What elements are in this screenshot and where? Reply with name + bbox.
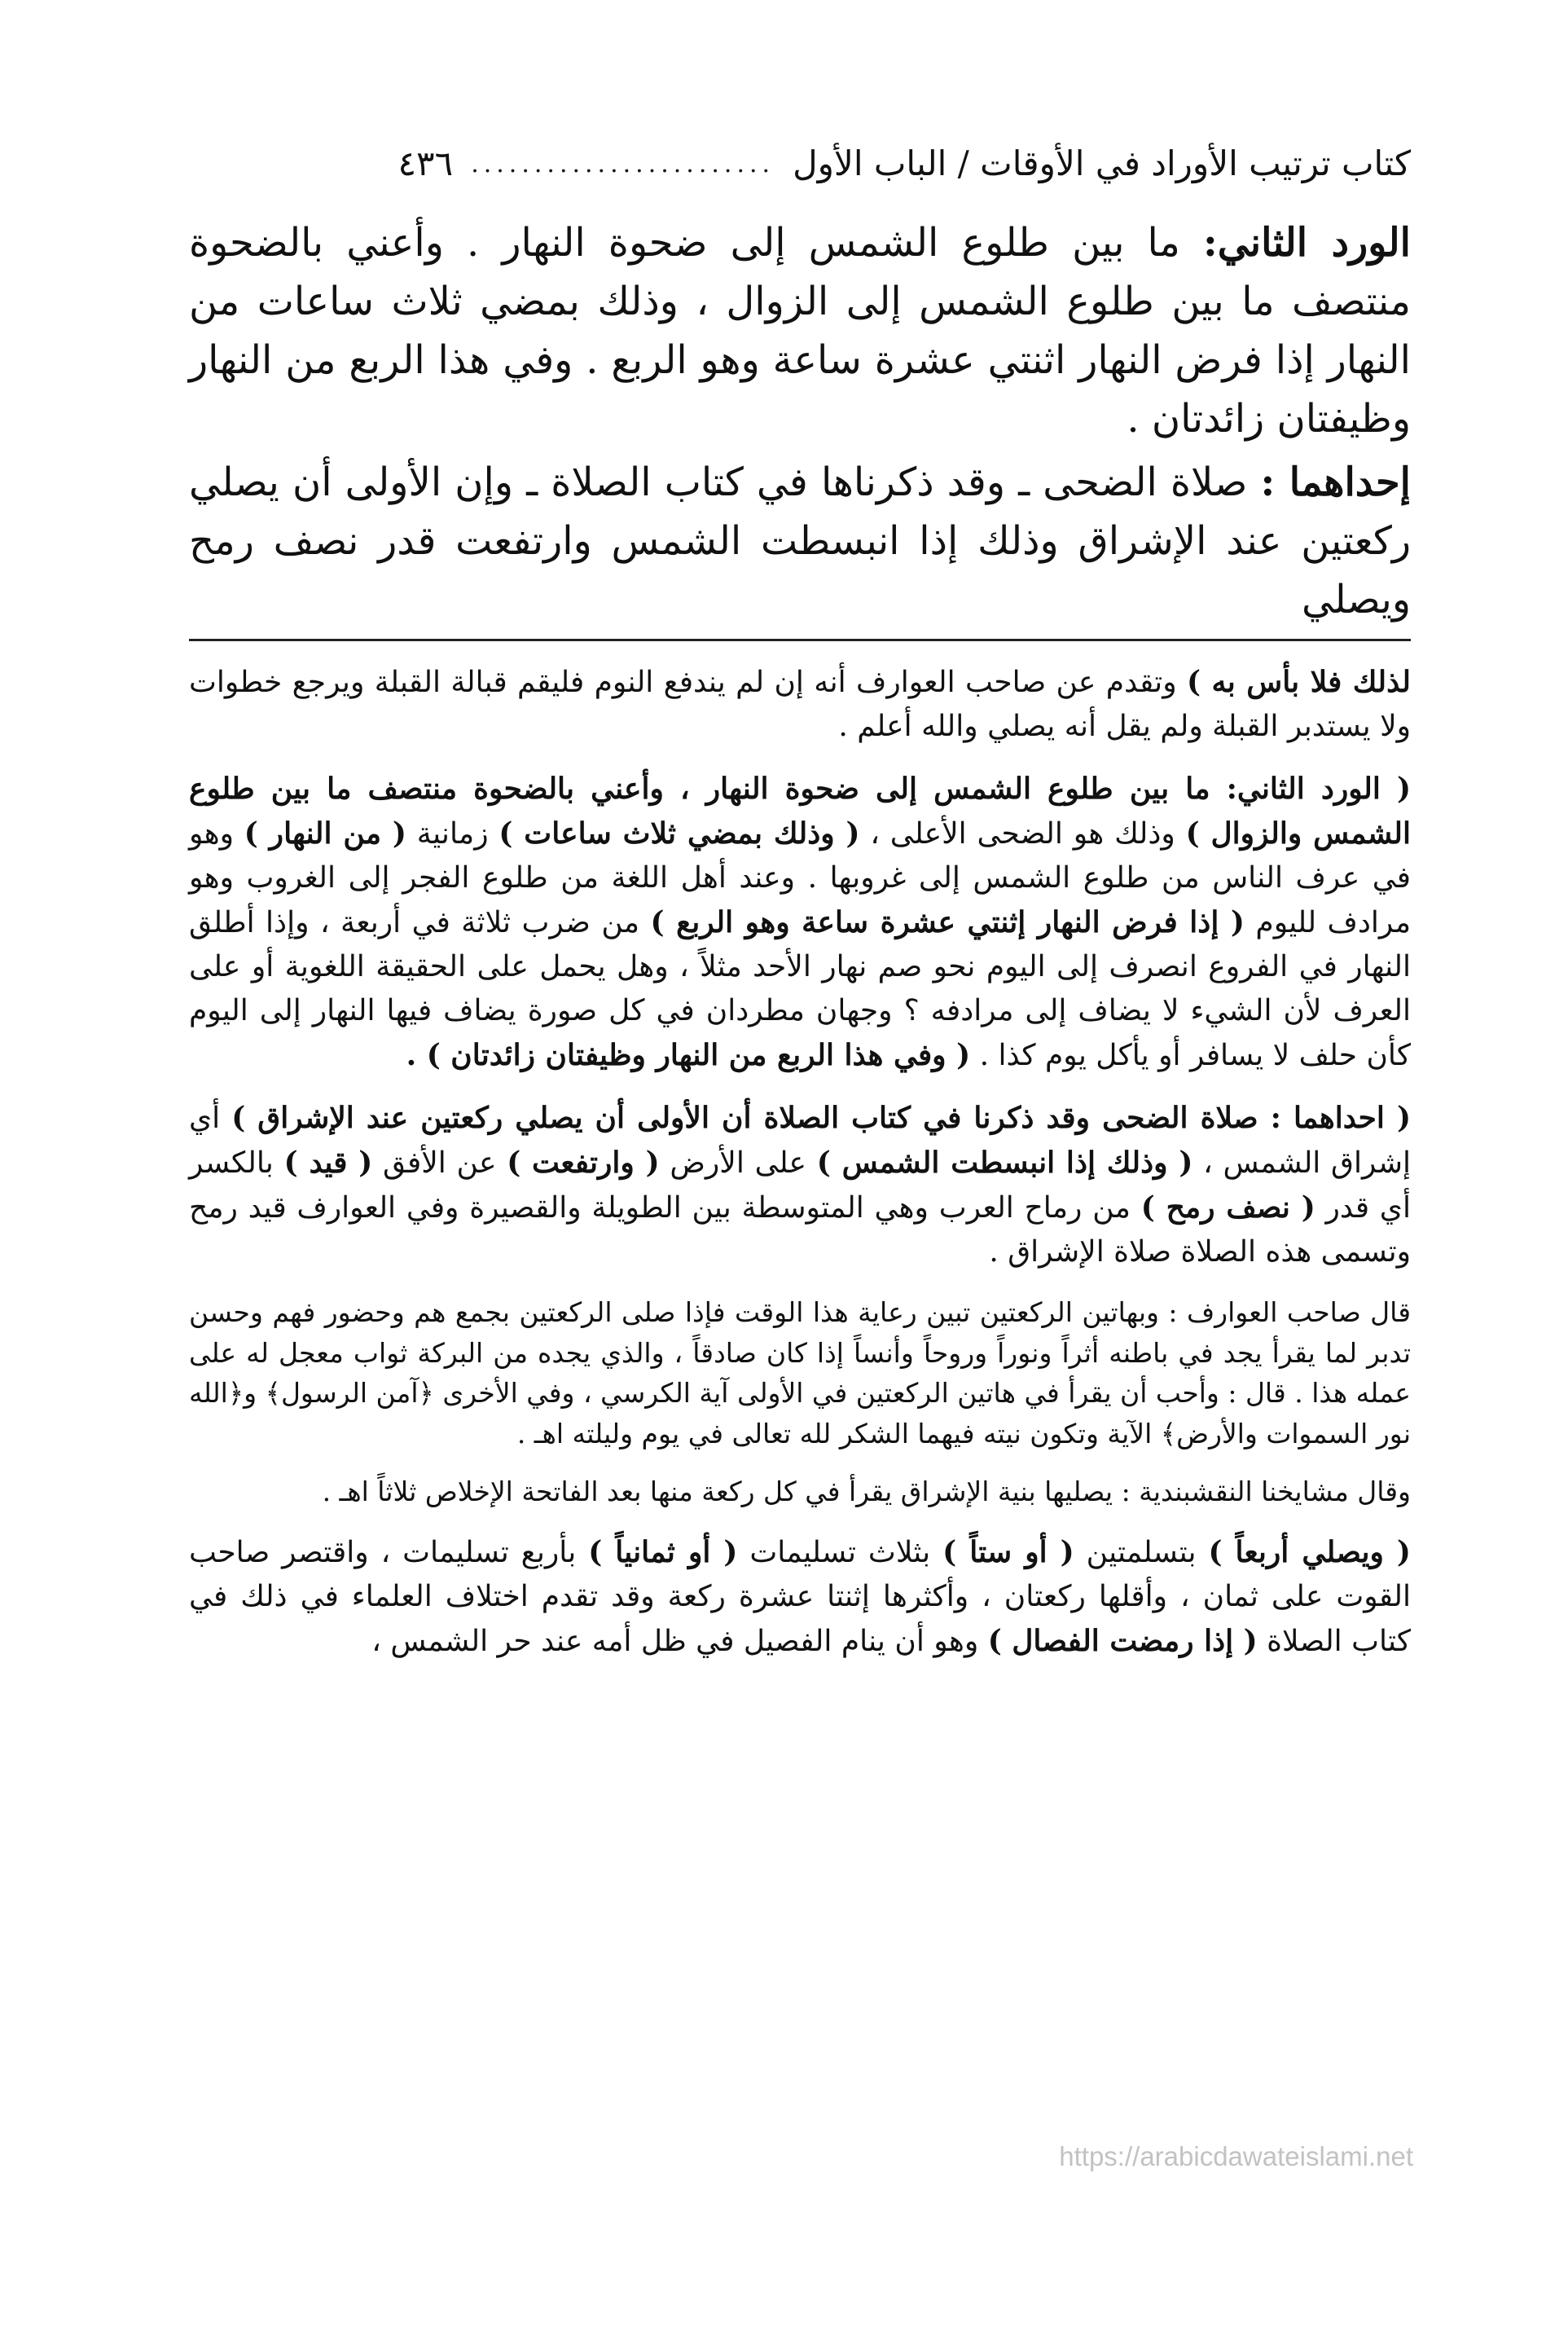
- quoted-phrase: ( وفي هذا الربع من النهار وظيفتان زائدتان ) .: [406, 1038, 971, 1072]
- quoted-phrase: ( إذا رمضت الفصال ): [987, 1623, 1258, 1658]
- commentary-text: وهو أن ينام الفصيل في ظل أمه عند حر الشمس ،: [371, 1624, 979, 1658]
- commentary: [189, 660, 1411, 1682]
- commentary-paragraph: [189, 1096, 1411, 1274]
- commentary-paragraph: [189, 1530, 1411, 1664]
- commentary-text: من ضرب ثلاثة في أربعة ، وإذا أطلق النهار في الفروع انصرف إلى اليوم نحو صم نهار الأحد مثلاً ، وهل يحمل على الحقيقة اللغوية أو على العرف لأن الشيء لا يضاف إلى مرادفه ؟ وجهان مطردان في كل صورة يضاف فيها النهار إلى اليوم كأن حلف لا يسافر أو يأكل يوم كذا .: [189, 906, 1411, 1072]
- quoted-phrase: لذلك فلا بأس به ): [1186, 665, 1411, 699]
- header-title: كتاب ترتيب الأوراد في الأوقات / الباب الأول: [793, 143, 1411, 183]
- commentary-paragraph: [189, 660, 1411, 749]
- commentary-text: بتسلمتين: [1086, 1535, 1197, 1569]
- main-paragraph: [189, 453, 1411, 629]
- commentary-text: عن الأفق: [383, 1146, 497, 1180]
- paragraph-text: صلاة الضحى ـ وقد ذكرناها في كتاب الصلاة ـ وإن الأولى أن يصلي ركعتين عند الإشراق وذلك إذا انبسطت الشمس وارتفعت قدر نصف رمح ويصلي: [189, 460, 1411, 622]
- quoted-phrase: ( أو ثمانياً ): [588, 1534, 738, 1569]
- commentary-text: أي إشراق الشمس ،: [189, 1102, 1412, 1180]
- commentary-text: بثلاث تسليمات: [749, 1535, 931, 1569]
- commentary-text: وهو في عرف الناس من طلوع الشمس إلى غروبها . وعند أهل اللغة من طلوع الفجر إلى الغروب وهو مرادف لليوم: [189, 817, 1412, 939]
- quoted-phrase: ( وذلك إذا انبسطت الشمس ): [816, 1146, 1193, 1180]
- commentary-text: بالكسر أي قدر: [189, 1146, 1411, 1225]
- main-paragraph: [189, 213, 1411, 448]
- watermark-url: https://arabicdawateislami.net: [1059, 2141, 1413, 2171]
- quoted-phrase: ( أو ستاً ): [942, 1534, 1074, 1569]
- quoted-phrase: ( ويصلي أربعاً ): [1208, 1534, 1411, 1569]
- commentary-paragraph: [189, 767, 1411, 1078]
- quoted-phrase: ( من النهار ): [244, 816, 406, 851]
- divider-rule: [189, 639, 1411, 641]
- commentary-text: من رماح العرب وهي المتوسطة بين الطويلة والقصيرة وفي العوارف قيد رمح وتسمى هذه الصلاة صلاة الإشراق .: [189, 1191, 1411, 1269]
- term-heading: إحداهما :: [1260, 460, 1412, 505]
- commentary-text: وذلك هو الضحى الأعلى ،: [870, 817, 1175, 851]
- main-text: [189, 213, 1411, 634]
- term-heading: الورد الثاني:: [1202, 220, 1411, 266]
- header-dots: ........................: [471, 150, 775, 178]
- quoted-phrase: ( وذلك بمضي ثلاث ساعات ): [499, 816, 860, 851]
- quoted-phrase: ( إذا فرض النهار إثنتي عشرة ساعة وهو الربع ): [650, 905, 1245, 939]
- commentary-text: بأربع تسليمات ، واقتصر صاحب القوت على ثمان ، وأقلها ركعتان ، وأكثرها إثنتا عشرة ركعة وقد تقدم اختلاف العلماء في ذلك في كتاب الصلاة: [189, 1535, 1411, 1658]
- running-header: [189, 134, 1411, 183]
- quoted-phrase: ( قيد ): [283, 1146, 373, 1180]
- page-number: ٤٣٦: [397, 143, 454, 183]
- quoted-phrase: ( احداهما : صلاة الضحى وقد ذكرنا في كتاب الصلاة أن الأولى أن يصلي ركعتين عند الإشراق ): [231, 1101, 1411, 1135]
- commentary-paragraph: قال صاحب العوارف : وبهاتين الركعتين تبين رعاية هذا الوقت فإذا صلى الركعتين بجمع هم وحضور فهم وحسن تدبر لما يقرأ يجد في باطنه أثراً ونوراً وروحاً وأنساً إذا كان صادقاً ، والذي يجده من البركة ثواب معجل له على عمله هذا . قال : وأحب أن يقرأ في هاتين الركعتين في الأولى آية الكرسي ، وفي الأخرى ﴿آمن الرسول﴾ و﴿الله نور السموات والأرض﴾ الآية وتكون نيته فيهما الشكر لله تعالى في يوم وليلته اهـ .: [189, 1296, 1411, 1449]
- commentary-text: وتقدم عن صاحب العوارف أنه إن لم يندفع النوم فليقم قبالة القبلة ويرجع خطوات ولا يستدبر القبلة ولم يقل أنه يصلي والله أعلم .: [189, 666, 1411, 743]
- quoted-phrase: ( وارتفعت ): [507, 1146, 660, 1180]
- commentary-paragraph: وقال مشايخنا النقشبندية : يصليها بنية الإشراق يقرأ في كل ركعة منها بعد الفاتحة الإخلاص ثلاثاً اهـ .: [322, 1476, 1411, 1507]
- commentary-text: زمانية: [416, 817, 489, 851]
- quoted-phrase: ( نصف رمح ): [1140, 1190, 1315, 1225]
- quoted-phrase: ( الورد الثاني: ما بين طلوع الشمس إلى ضحوة النهار ، وأعني بالضحوة منتصف ما بين طلوع الشمس والزوال ): [189, 772, 1411, 851]
- commentary-text: على الأرض: [670, 1146, 806, 1180]
- paragraph-text: ما بين طلوع الشمس إلى ضحوة النهار . وأعني بالضحوة منتصف ما بين طلوع الشمس إلى الزوال ، وذلك بمضي ثلاث ساعات من النهار إذا فرض النهار اثنتي عشرة ساعة وهو الربع . وفي هذا الربع من النهار وظيفتان زائدتان .: [189, 220, 1412, 442]
